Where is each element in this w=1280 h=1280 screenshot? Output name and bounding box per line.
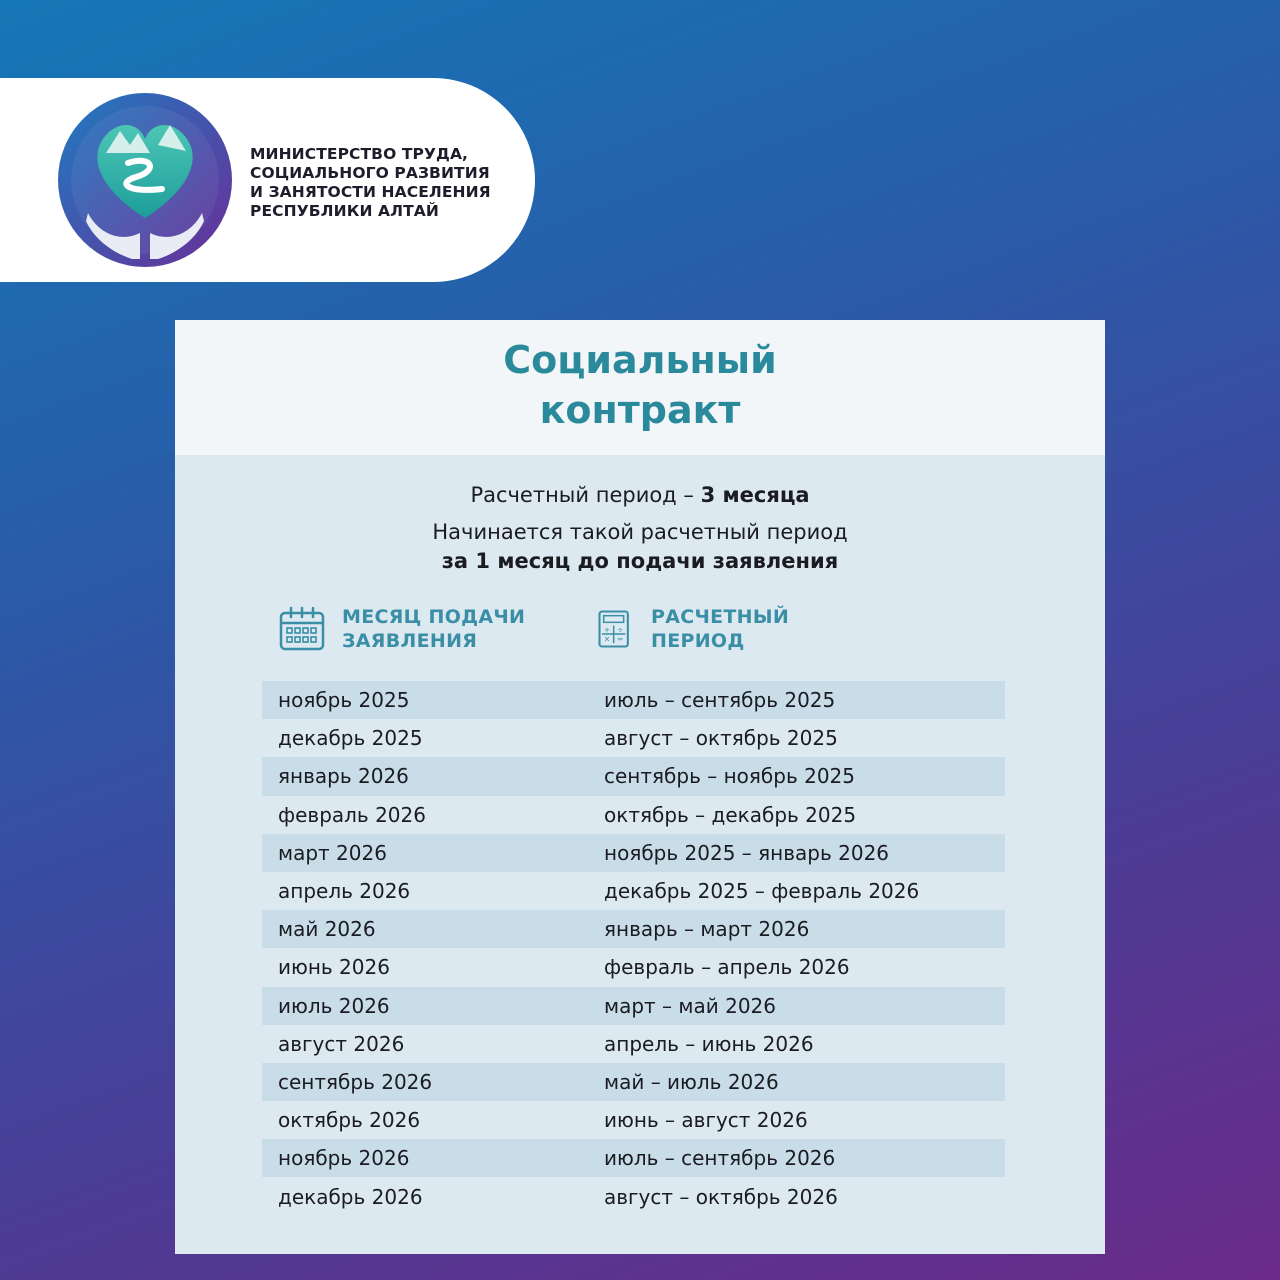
intro-bold-text: 3 месяца — [700, 483, 810, 507]
table-cell-period: сентябрь – ноябрь 2025 — [604, 764, 856, 789]
column-header-line: РАСЧЕТНЫЙ — [651, 606, 790, 628]
table-cell-month: сентябрь 2026 — [278, 1069, 433, 1094]
calendar-icon — [278, 605, 326, 653]
card-title-line: Социальный — [503, 338, 777, 382]
table-cell-month: апрель 2026 — [278, 879, 411, 904]
svg-text:÷: ÷ — [617, 625, 624, 635]
table-cell-month: август 2026 — [278, 1031, 405, 1056]
table-cell-month: февраль 2026 — [278, 802, 426, 827]
table-cell-month: июнь 2026 — [278, 955, 390, 980]
svg-text:×: × — [603, 634, 611, 644]
table-cell-period: январь – март 2026 — [604, 917, 810, 942]
table-row — [262, 681, 1005, 719]
table-cell-month: октябрь 2026 — [278, 1108, 421, 1133]
table-cell-period: август – октябрь 2026 — [604, 1184, 838, 1209]
intro-text: Расчетный период – — [470, 483, 701, 507]
table-row — [262, 1101, 1005, 1139]
table-cell-period: ноябрь 2025 – январь 2026 — [604, 840, 890, 865]
table-cell-month: ноябрь 2026 — [278, 1146, 410, 1171]
table-cell-month: ноябрь 2025 — [278, 688, 410, 713]
table-cell-month: январь 2026 — [278, 764, 409, 789]
organization-name-line: РЕСПУБЛИКИ АЛТАЙ — [250, 202, 439, 220]
table-row — [262, 1139, 1005, 1177]
svg-text:+: + — [603, 625, 611, 635]
column-header-line: МЕСЯЦ ПОДАЧИ — [342, 606, 526, 628]
table-cell-period: февраль – апрель 2026 — [604, 955, 850, 980]
table-row — [262, 1177, 1005, 1215]
table-row — [262, 1025, 1005, 1063]
organization-name-line: МИНИСТЕРСТВО ТРУДА, — [250, 145, 469, 163]
column-header-period — [597, 605, 789, 653]
table-cell-period: октябрь – декабрь 2025 — [604, 802, 857, 827]
table-cell-month: март 2026 — [278, 840, 387, 865]
organization-name-line: СОЦИАЛЬНОГО РАЗВИТИЯ — [250, 164, 490, 182]
svg-text:=: = — [617, 634, 624, 644]
column-header-month — [278, 605, 525, 653]
table-cell-period: июль – сентябрь 2026 — [604, 1146, 836, 1171]
card-title — [175, 335, 1105, 435]
table-cell-period: апрель – июнь 2026 — [604, 1031, 814, 1056]
table-row — [262, 910, 1005, 948]
table-cell-period: май – июль 2026 — [604, 1069, 779, 1094]
period-table — [262, 681, 1005, 1216]
table-cell-period: август – октябрь 2025 — [604, 726, 838, 751]
table-cell-month: декабрь 2026 — [278, 1184, 423, 1209]
heart-mountains-hands-logo — [58, 93, 232, 267]
column-header-line: ПЕРИОД — [651, 630, 745, 652]
intro-line-1 — [175, 483, 1105, 507]
table-row — [262, 948, 1005, 986]
table-cell-period: июнь – август 2026 — [604, 1108, 808, 1133]
organization-name-line: И ЗАНЯТОСТИ НАСЕЛЕНИЯ — [250, 183, 491, 201]
table-row — [262, 757, 1005, 795]
organization-name — [250, 145, 520, 221]
intro-line-2: Начинается такой расчетный период — [432, 520, 848, 544]
info-card — [175, 320, 1105, 1254]
table-cell-month: декабрь 2025 — [278, 726, 423, 751]
table-cell-month: май 2026 — [278, 917, 376, 942]
column-header-line: ЗАЯВЛЕНИЯ — [342, 630, 478, 652]
table-row — [262, 1063, 1005, 1101]
table-cell-period: март – май 2026 — [604, 993, 777, 1018]
calculator-icon — [597, 605, 637, 653]
table-row — [262, 796, 1005, 834]
table-cell-month: июль 2026 — [278, 993, 390, 1018]
card-title-line: контракт — [539, 388, 741, 432]
table-row — [262, 834, 1005, 872]
intro-bold-text: за 1 месяц до подачи заявления — [441, 549, 839, 573]
column-header-label — [342, 605, 525, 653]
intro-line-3 — [175, 549, 1105, 573]
table-row — [262, 987, 1005, 1025]
table-row — [262, 872, 1005, 910]
table-row — [262, 719, 1005, 757]
table-cell-period: декабрь 2025 – февраль 2026 — [604, 879, 920, 904]
column-header-label — [651, 605, 789, 653]
table-cell-period: июль – сентябрь 2025 — [604, 688, 836, 713]
